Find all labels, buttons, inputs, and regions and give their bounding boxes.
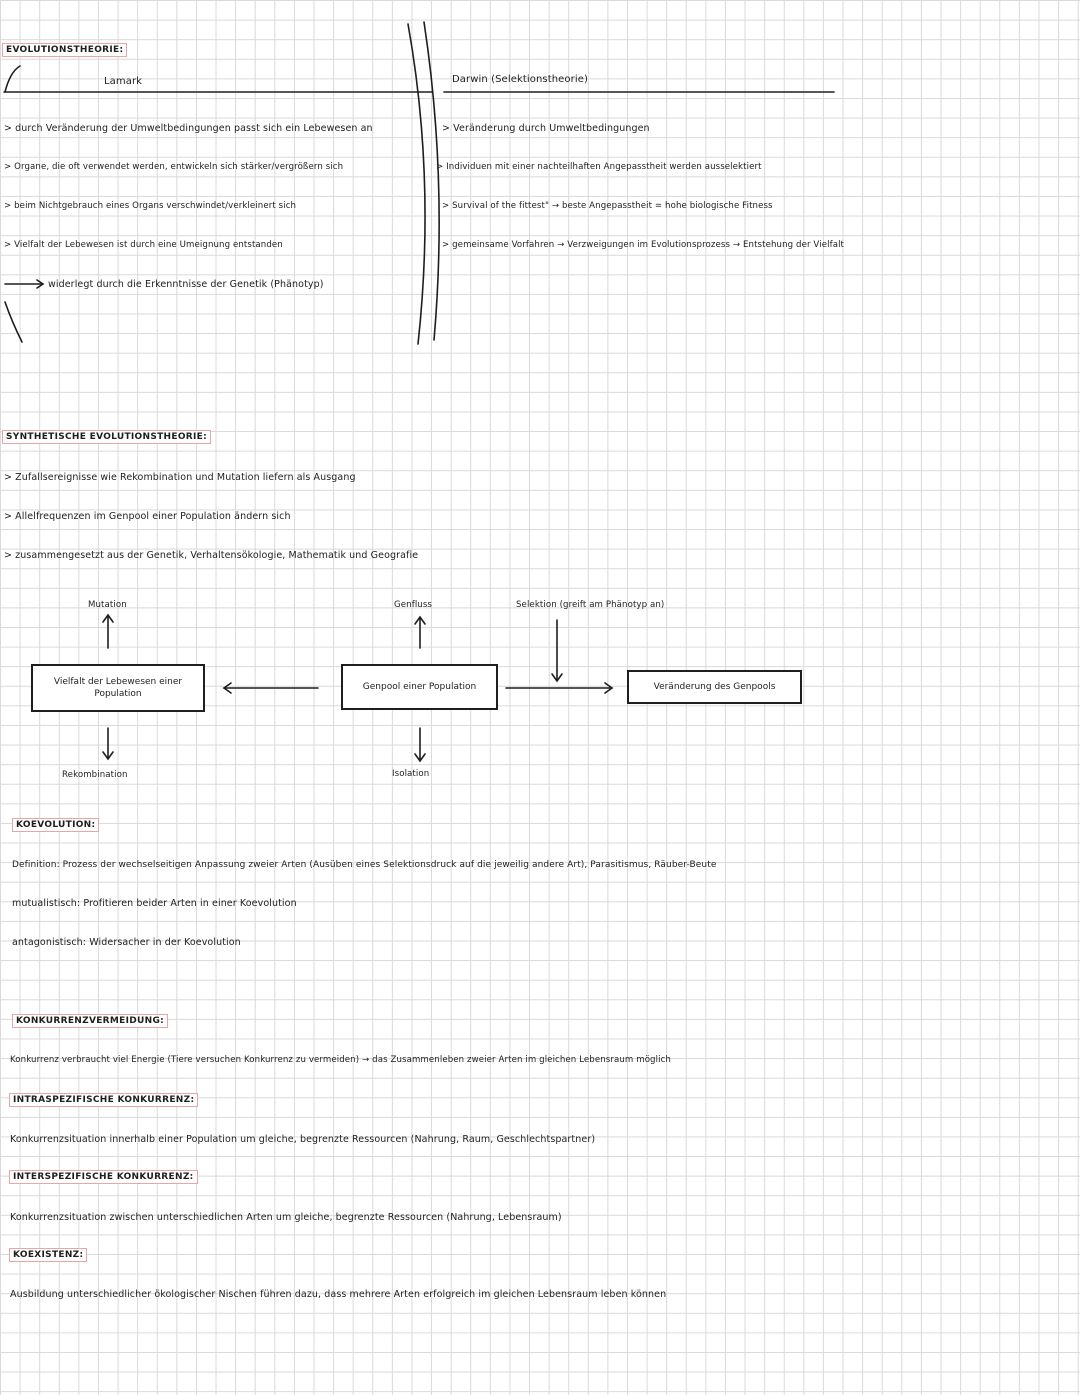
darwin-point-3: > Survival of the fittest" → beste Angepasstheit = hohe biologische Fitness [442,201,773,211]
lamarck-point-4: > Vielfalt der Lebewesen ist durch eine Umeignung entstanden [4,240,283,250]
table-corner-stroke-top [5,66,20,92]
synthetic-heading: SYNTHETISCHE EVOLUTIONSTHEORIE: [2,430,211,444]
column-separator-2 [424,22,439,340]
inter-text: Konkurrenzsituation zwischen unterschiedlichen Arten um gleiche, begrenzte Ressourcen (Nahrung, Lebensraum) [10,1212,562,1223]
synthetic-point-3: > zusammengesetzt aus der Genetik, Verhaltensökologie, Mathematik und Geografie [4,550,419,561]
synthetic-point-1: > Zufallsereignisse wie Rekombination und Mutation liefern als Ausgang [4,472,356,483]
coevolution-mutualistic: mutualistisch: Profitieren beider Arten in einer Koevolution [12,898,297,909]
diagram-vielfalt-box: Vielfalt der Lebewesen einer Population [31,664,205,712]
inter-heading: INTERSPEZIFISCHE KONKURRENZ: [9,1170,198,1184]
darwin-point-4: > gemeinsame Vorfahren → Verzweigungen im Evolutionsprozess → Entstehung der Vielfalt [442,240,845,250]
lamarck-point-1: > durch Veränderung der Umweltbedingungen passt sich ein Lebewesen an [4,123,373,134]
darwin-title: Darwin (Selektionstheorie) [452,74,588,85]
lamarck-title: Lamark [104,76,143,87]
competition-heading: KONKURRENZVERMEIDUNG: [12,1014,168,1028]
lamarck-point-2: > Organe, die oft verwendet werden, entwickeln sich stärker/vergrößern sich [4,162,344,172]
competition-text: Konkurrenz verbraucht viel Energie (Tiere versuchen Konkurrenz zu vermeiden) → das Zusammenleben zweier Arten im gleichen Lebensraum möglich [10,1055,671,1065]
darwin-point-1: > Veränderung durch Umweltbedingungen [442,123,650,134]
intra-heading: INTRASPEZIFISCHE KONKURRENZ: [9,1093,198,1107]
coex-heading: KOEXISTENZ: [9,1248,87,1262]
table-corner-stroke-bottom [5,302,22,342]
lamarck-refuted: widerlegt durch die Erkenntnisse der Genetik (Phänotyp) [48,279,324,290]
synthetic-point-2: > Allelfrequenzen im Genpool einer Population ändern sich [4,511,291,522]
evolution-heading: EVOLUTIONSTHEORIE: [2,43,127,57]
coex-text: Ausbildung unterschiedlicher ökologischer Nischen führen dazu, dass mehrere Arten erfolgreich im gleichen Lebensraum leben können [10,1289,667,1300]
diagram-isolation: Isolation [392,769,430,779]
coevolution-heading: KOEVOLUTION: [12,818,99,832]
diagram-genfluss: Genfluss [394,600,433,610]
coevolution-definition: Definition: Prozess der wechselseitigen Anpassung zweier Arten (Ausüben eines Selektionsdruck auf die jeweilig andere Art), Parasitismus, Räuber-Beute [12,860,717,870]
diagram-selection: Selektion (greift am Phänotyp an) [516,600,665,610]
diagram-genpool-box: Genpool einer Population [341,664,498,710]
diagram-rekombination: Rekombination [62,770,128,780]
darwin-point-2: > Individuen mit einer nachteilhaften Angepasstheit werden ausselektiert [436,162,762,172]
column-separator-1 [408,24,425,344]
intra-text: Konkurrenzsituation innerhalb einer Population um gleiche, begrenzte Ressourcen (Nahrung, Raum, Geschlechtspartner) [10,1134,596,1145]
diagram-veraenderung-box: Veränderung des Genpools [627,670,802,704]
lamarck-point-3: > beim Nichtgebrauch eines Organs verschwindet/verkleinert sich [4,201,297,211]
diagram-mutation: Mutation [88,600,127,610]
coevolution-antagonistic: antagonistisch: Widersacher in der Koevolution [12,937,241,948]
